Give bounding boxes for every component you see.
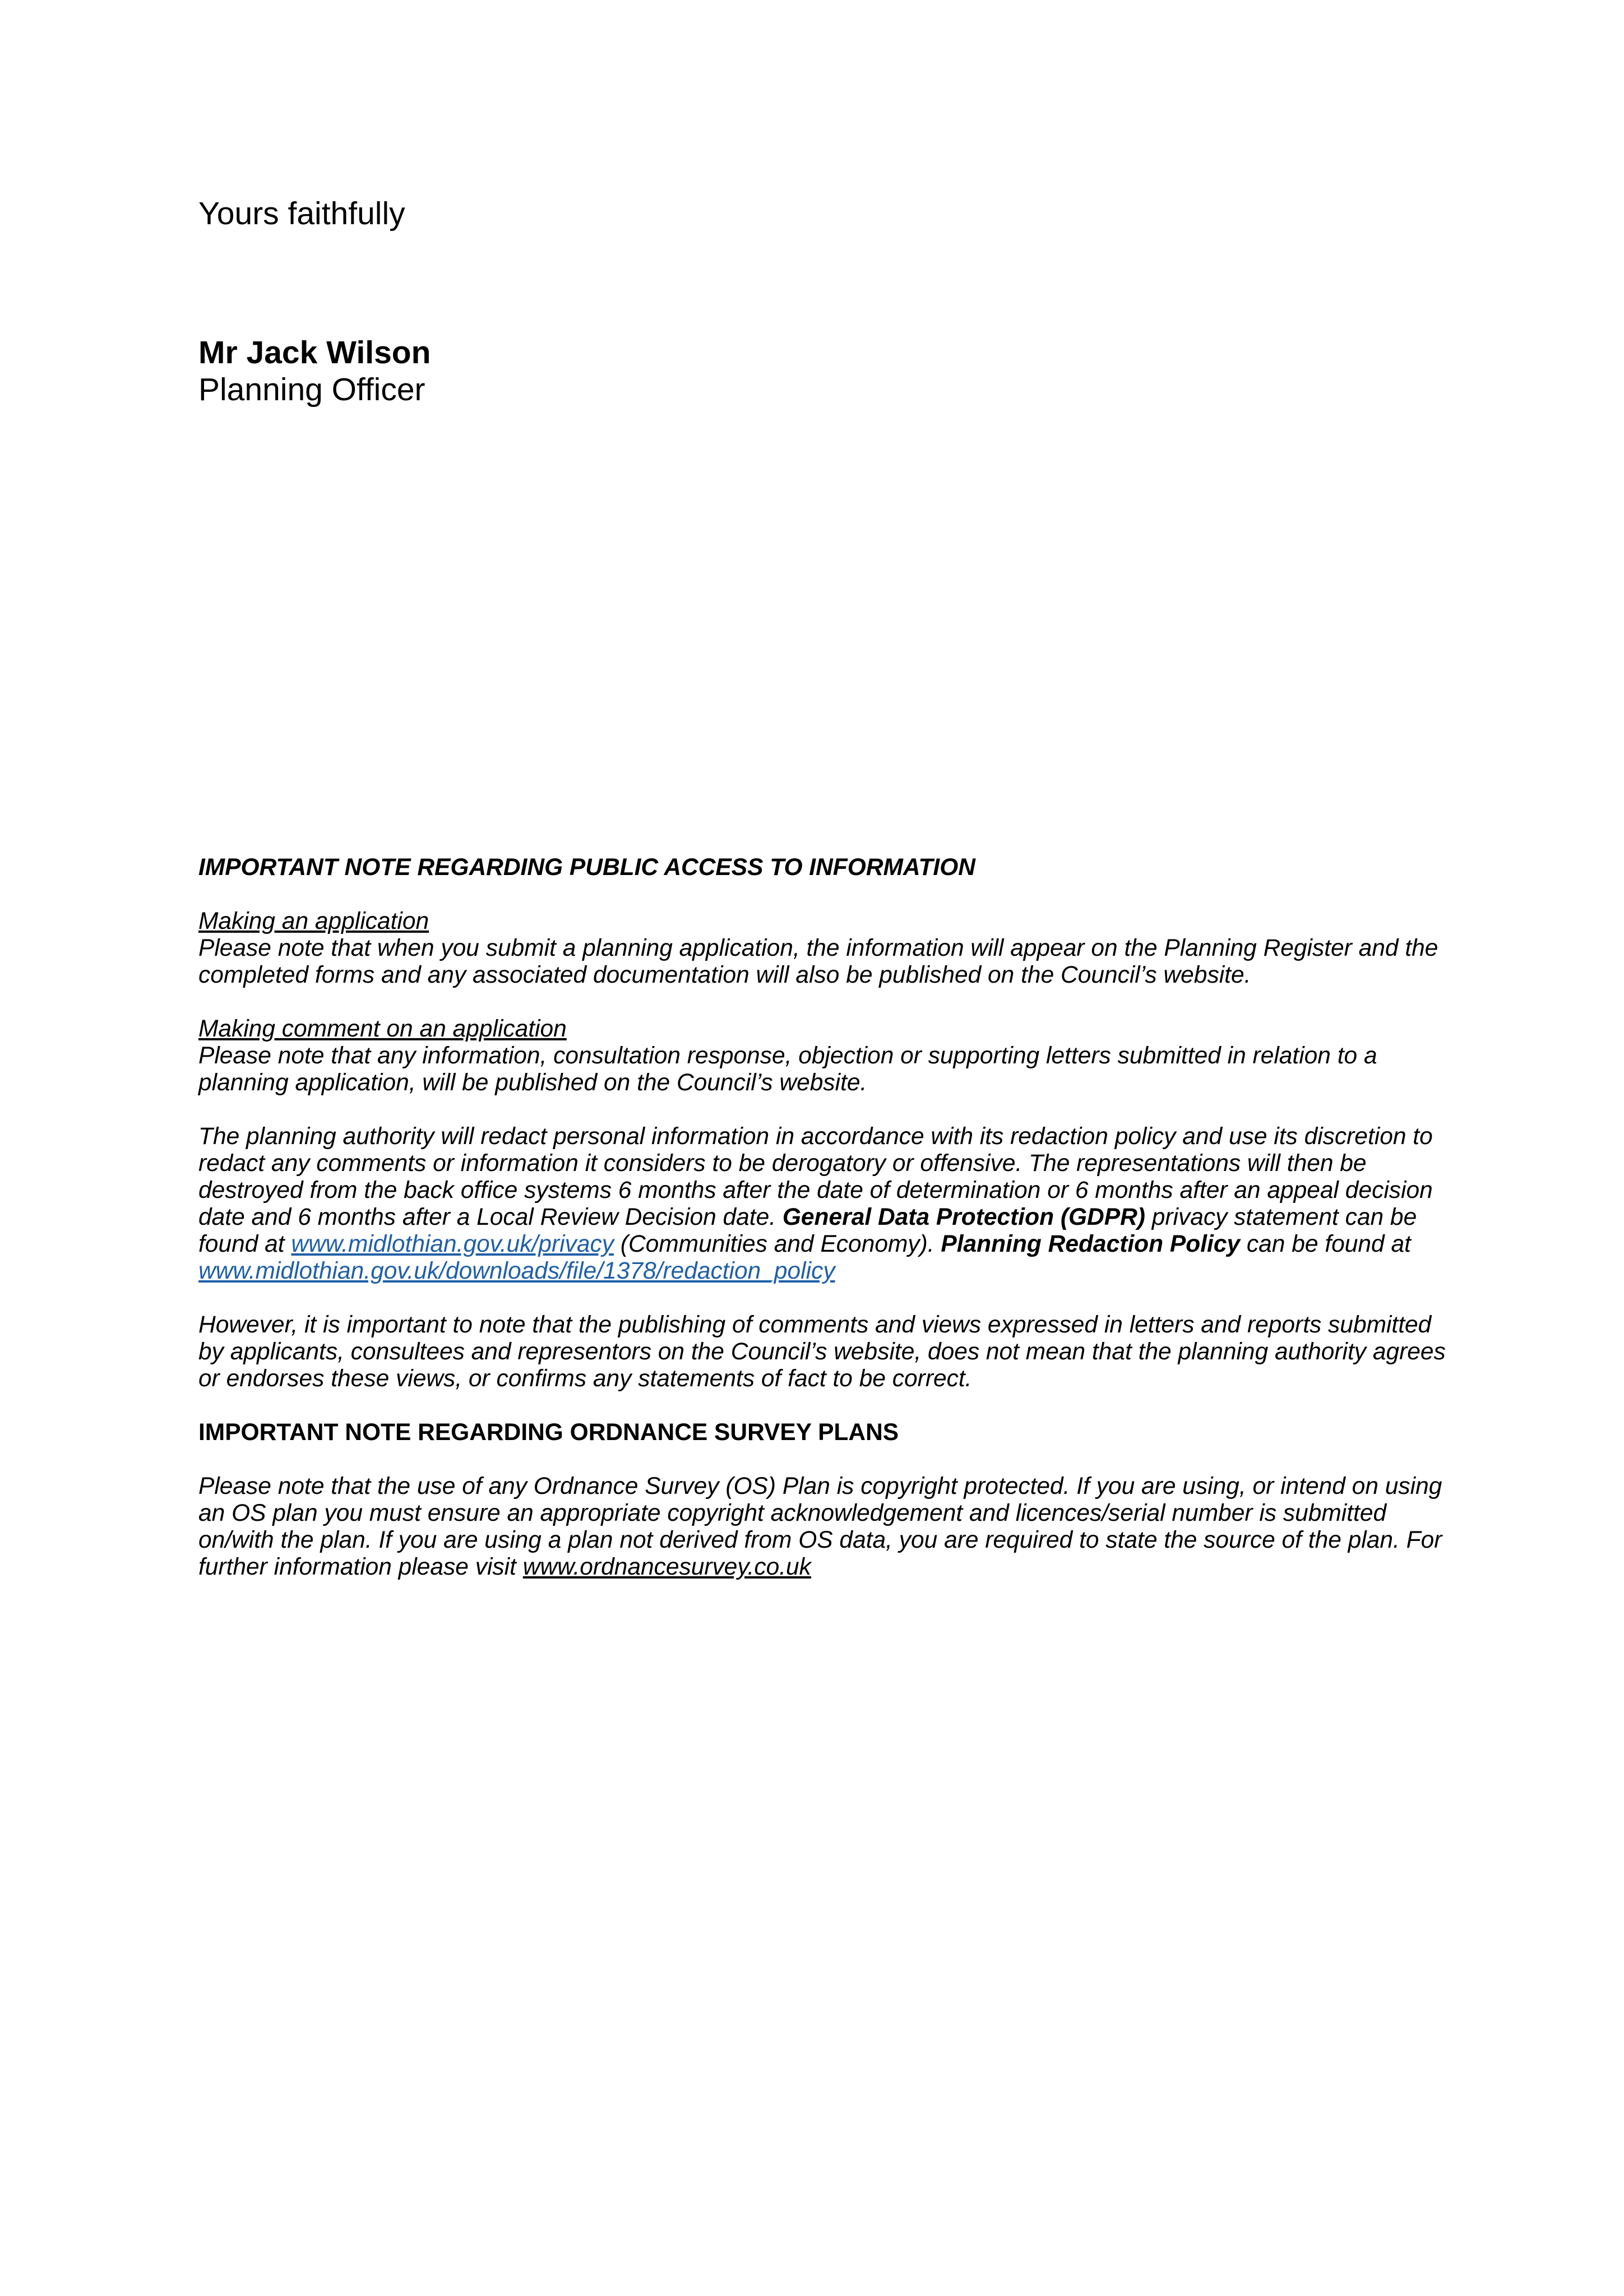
making-comment-subheading: Making comment on an application [198,1016,567,1042]
public-access-heading: IMPORTANT NOTE REGARDING PUBLIC ACCESS TO INFORMATION [198,854,975,881]
making-application-subheading: Making an application [198,908,429,934]
making-comment-body: Please note that any information, consultation response, objection or supporting letters submitted in relation to a planning application, will be published on the Council’s website. [198,1043,1377,1096]
ordnance-survey-paragraph [198,1473,1460,1581]
closing-salutation: Yours faithfully [198,196,405,232]
redaction-text-4: can be found at [1240,1231,1411,1257]
notes-section [198,854,1460,1581]
redaction-paragraph [198,1123,1460,1285]
ordnance-survey-body: Please note that the use of any Ordnance Survey (OS) Plan is copyright protected. If you are using, or intend on using an OS plan you must ensure an appropriate copyright acknowledgement and licences/serial number is submitted on/with the plan. If you are using a plan not derived from OS data, you are required to state the source of the plan. For further information please visit [198,1473,1442,1580]
redaction-policy-label: Planning Redaction Policy [941,1231,1241,1257]
signatory-title: Planning Officer [198,372,425,408]
redaction-text-2: privacy statement can be found at [198,1204,1417,1257]
making-application-body: Please note that when you submit a planning application, the information will appear on the Planning Register and the completed forms and any associated documentation will also be published on the Council’s website. [198,935,1438,988]
signatory-name: Mr Jack Wilson [198,335,431,371]
redaction-text-3: (Communities and Economy). [613,1231,941,1257]
gdpr-label: General Data Protection (GDPR) [782,1204,1145,1230]
privacy-link[interactable]: www.midlothian.gov.uk/privacy [291,1231,614,1257]
ordnance-survey-link[interactable]: www.ordnancesurvey.co.uk [522,1554,811,1580]
redaction-text-1: The planning authority will redact personal information in accordance with its redaction policy and use its discretion to redact any comments or information it considers to be derogatory or offensive. The representations will then be destroyed from the back office systems 6 months after the date of determination or 6 months after an appeal decision date and 6 months after a Local Review Decision date. [198,1123,1433,1230]
ordnance-survey-heading: IMPORTANT NOTE REGARDING ORDNANCE SURVEY PLANS [198,1419,899,1446]
redaction-policy-link[interactable]: www.midlothian.gov.uk/downloads/file/1378/redaction_policy [198,1258,835,1284]
disclaimer-paragraph: However, it is important to note that the publishing of comments and views expressed in letters and reports submitted by applicants, consultees and representors on the Council’s website, does not mean that the planning authority agrees or endorses these views, or confirms any statements of fact to be correct. [198,1312,1446,1392]
